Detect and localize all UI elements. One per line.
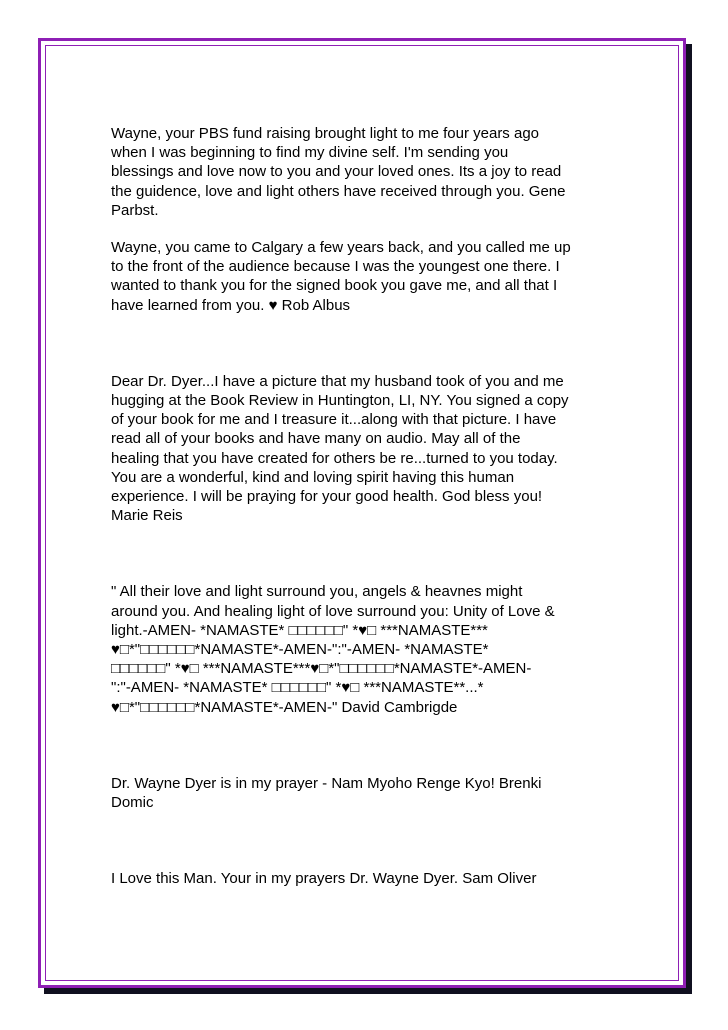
paragraph-spacer	[111, 525, 611, 582]
message-marie-reis: Dear Dr. Dyer...I have a picture that my husband took of you and me hugging at the Book Review in Huntington, LI, NY. You signed a copy of your book for me and I treasure it...along with that picture. I have read all of your books and have many on audio. May all of the healing that you have created for others be re...turned to you today. You are a wonderful, kind and loving spirit having this human experience. I will be praying for your good health. God bless you! Marie Reis	[111, 372, 569, 525]
message-brenki-domic: Dr. Wayne Dyer is in my prayer - Nam Myoho Renge Kyo! Brenki Domic	[111, 774, 542, 812]
message-sam-oliver: I Love this Man. Your in my prayers Dr. Wayne Dyer. Sam Oliver	[111, 870, 537, 888]
paragraph-spacer	[111, 315, 611, 372]
document-body	[111, 124, 611, 888]
paragraph-spacer	[111, 812, 611, 869]
paragraph-spacer	[111, 220, 611, 238]
message-david-cambrigde: " All their love and light surround you, angels & heavnes might around you. And healing light of love surround you: Unity of Love & light.-AMEN- *NAMASTE* □□□□□□" *♥□ ***NAMASTE*** ♥□*"□□□□□□*NAMASTE*-AMEN-":"-AMEN- *NAMASTE* □□□□□□" *♥□ ***NAMASTE***♥□*"□□□□□□*NAMASTE*-AMEN- ":"-AMEN- *NAMASTE* □□□□□□" *♥□ ***NAMASTE**...* ♥□*"□□□□□□*NAMASTE*-AMEN-" David Cambrigde	[111, 583, 555, 716]
message-gene-parbst: Wayne, your PBS fund raising brought light to me four years ago when I was beginning to find my divine self. I'm sending you blessings and love now to you and your loved ones. Its a joy to read the guidence, love and light others have received through you. Gene Parbst.	[111, 125, 566, 219]
paragraph-spacer	[111, 717, 611, 774]
message-rob-albus: Wayne, you came to Calgary a few years back, and you called me up to the front of the audience because I was the youngest one there. I wanted to thank you for the signed book you gave me, and all that I have learned from you. ♥ Rob Albus	[111, 239, 571, 314]
